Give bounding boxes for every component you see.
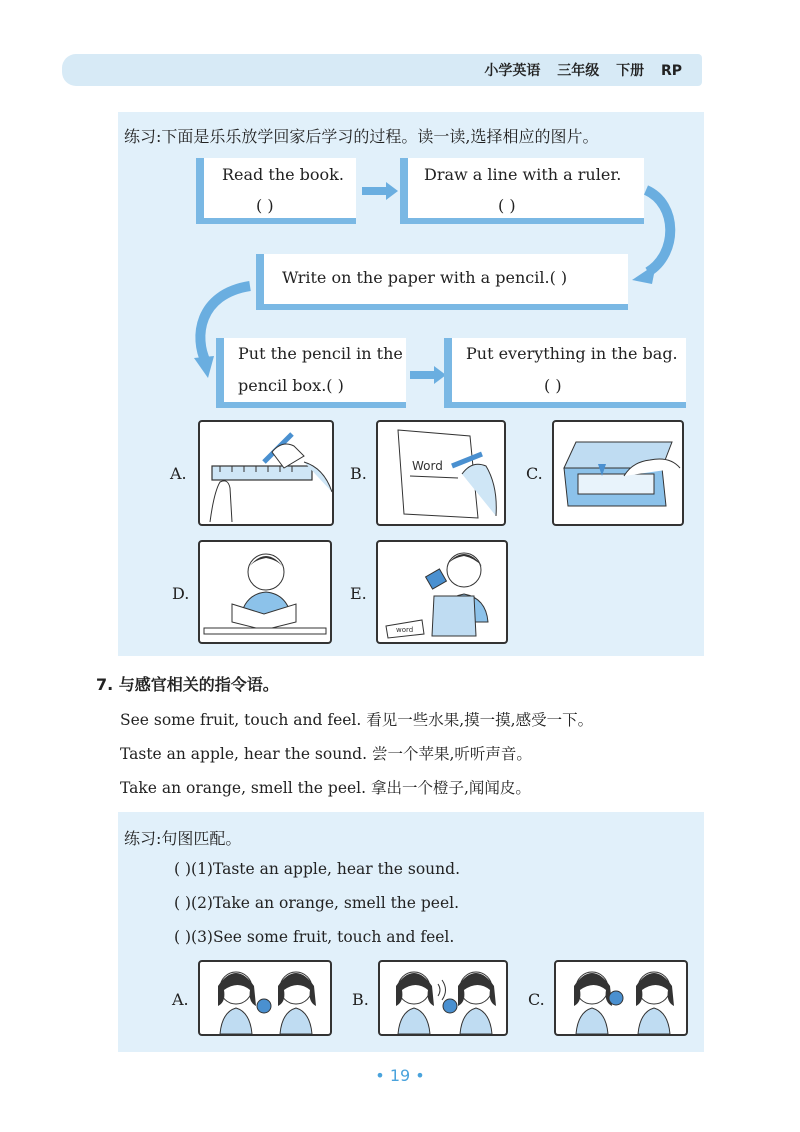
reading-book-illustration bbox=[200, 542, 330, 642]
section-7-line-3: Take an orange, smell the peel. 拿出一个橙子,闻闻皮。 bbox=[120, 779, 531, 797]
exercise2-prompt: 练习:句图匹配。 bbox=[124, 829, 242, 848]
picture-d-reading bbox=[198, 540, 332, 644]
step-box-3 bbox=[256, 254, 628, 310]
exercise1-prompt: 练习:下面是乐乐放学回家后学习的过程。读一读,选择相应的图片。 bbox=[124, 127, 599, 146]
step-2-text: Draw a line with a ruler. bbox=[424, 165, 622, 184]
step-box-5 bbox=[444, 338, 686, 408]
arrow-right-icon bbox=[362, 182, 398, 200]
pencil-box-illustration bbox=[554, 422, 682, 524]
step-box-1 bbox=[196, 158, 356, 224]
header-grade: 三年级 bbox=[557, 63, 600, 79]
header-subject: 小学英语 bbox=[484, 63, 541, 79]
match-picture-b bbox=[378, 960, 508, 1036]
girls-sound-illustration bbox=[380, 962, 506, 1034]
picture-c-pencil-box bbox=[552, 420, 684, 526]
picture-e-packing bbox=[376, 540, 508, 644]
picture-a-ruler bbox=[198, 420, 334, 526]
picture-a-label: A. bbox=[170, 464, 187, 483]
section-7-line-2: Taste an apple, hear the sound. 尝一个苹果,听听声音。 bbox=[120, 745, 532, 763]
girls-orange-illustration bbox=[556, 962, 686, 1034]
step-3-text: Write on the paper with a pencil.( ) bbox=[282, 268, 568, 287]
header-edition: RP bbox=[660, 63, 682, 79]
step-4-line1: Put the pencil in the bbox=[238, 344, 403, 363]
picture-b-label: B. bbox=[350, 464, 367, 483]
step-box-2 bbox=[400, 158, 644, 224]
packing-bag-illustration bbox=[378, 542, 506, 642]
curve-arrow-down-icon bbox=[626, 184, 686, 288]
picture-e-word: word bbox=[396, 626, 414, 634]
match-item-1[interactable]: ( )(1)Taste an apple, hear the sound. bbox=[174, 860, 461, 878]
page-number: • 19 • bbox=[375, 1066, 425, 1085]
match-picture-a bbox=[198, 960, 332, 1036]
arrow-right-icon bbox=[410, 366, 446, 384]
section-7-line-1: See some fruit, touch and feel. 看见一些水果,摸一摸,感受一下。 bbox=[120, 711, 594, 729]
picture-e-label: E. bbox=[350, 584, 367, 603]
match-picture-c-label: C. bbox=[528, 990, 545, 1009]
ruler-drawing-illustration bbox=[200, 422, 332, 524]
step-5-text: Put everything in the bag. bbox=[466, 344, 678, 363]
picture-c-label: C. bbox=[526, 464, 543, 483]
writing-on-paper-illustration bbox=[378, 422, 504, 524]
match-item-3[interactable]: ( )(3)See some fruit, touch and feel. bbox=[174, 928, 455, 946]
picture-b-writing bbox=[376, 420, 506, 526]
step-1-answer[interactable]: ( ) bbox=[256, 196, 274, 215]
step-2-answer[interactable]: ( ) bbox=[498, 196, 516, 215]
header-volume: 下册 bbox=[616, 63, 645, 79]
match-picture-b-label: B. bbox=[352, 990, 369, 1009]
picture-d-label: D. bbox=[172, 584, 190, 603]
step-4-line2[interactable]: pencil box.( ) bbox=[238, 376, 344, 395]
step-5-answer[interactable]: ( ) bbox=[544, 376, 562, 395]
step-box-4 bbox=[216, 338, 406, 408]
step-1-text: Read the book. bbox=[222, 165, 344, 184]
match-item-2[interactable]: ( )(2)Take an orange, smell the peel. bbox=[174, 894, 460, 912]
section-7-title: 7. 与感官相关的指令语。 bbox=[96, 675, 279, 694]
girls-apple-illustration bbox=[200, 962, 330, 1034]
header-bar bbox=[62, 54, 702, 86]
picture-b-word: Word bbox=[412, 459, 443, 473]
match-picture-c bbox=[554, 960, 688, 1036]
header-text bbox=[472, 60, 682, 80]
match-picture-a-label: A. bbox=[172, 990, 189, 1009]
